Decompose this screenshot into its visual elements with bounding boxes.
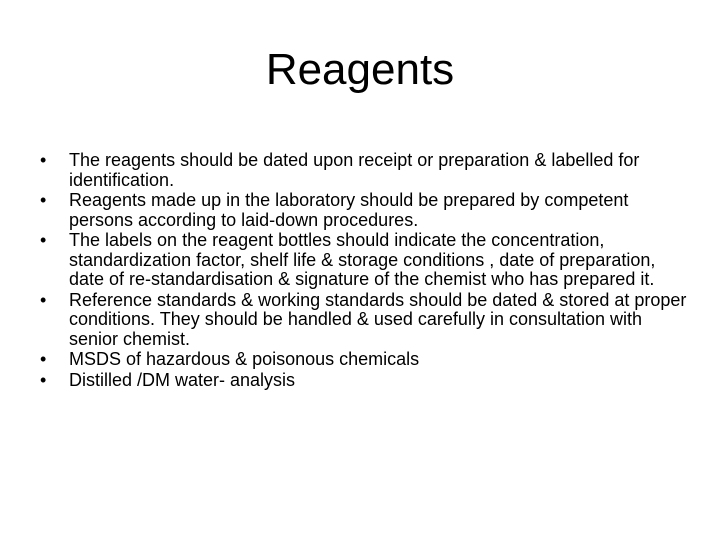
list-item bbox=[40, 151, 690, 190]
bullet-text: Reagents made up in the laboratory should be prepared by competent persons according to laid-down procedures. bbox=[69, 190, 629, 230]
slide-title: Reagents bbox=[265, 45, 455, 94]
bullet-icon: • bbox=[40, 150, 47, 170]
bullet-text: The labels on the reagent bottles should indicate the concentration, standardization factor, shelf life & storage conditions , date of preparation, date of re-standardisation & signature of the chemist who has prepared it. bbox=[69, 230, 656, 289]
list-item bbox=[40, 291, 690, 350]
bullet-icon: • bbox=[40, 289, 47, 310]
bullet-list bbox=[40, 151, 690, 391]
list-item bbox=[40, 371, 690, 391]
bullet-icon: • bbox=[40, 349, 47, 369]
bullet-icon: • bbox=[40, 230, 47, 250]
list-item bbox=[40, 191, 690, 230]
bullet-text: The reagents should be dated upon receipt or preparation & labelled for identification. bbox=[69, 150, 640, 190]
bullet-text: Distilled /DM water- analysis bbox=[69, 369, 296, 390]
bullet-text: MSDS of hazardous & poisonous chemicals bbox=[69, 349, 420, 369]
bullet-icon: • bbox=[40, 190, 47, 210]
bullet-icon: • bbox=[40, 369, 47, 390]
list-item bbox=[40, 231, 690, 290]
list-item bbox=[40, 350, 690, 370]
bullet-text: Reference standards & working standards should be dated & stored at proper conditions. They should be handled & used carefully in consultation with senior chemist. bbox=[69, 289, 687, 349]
